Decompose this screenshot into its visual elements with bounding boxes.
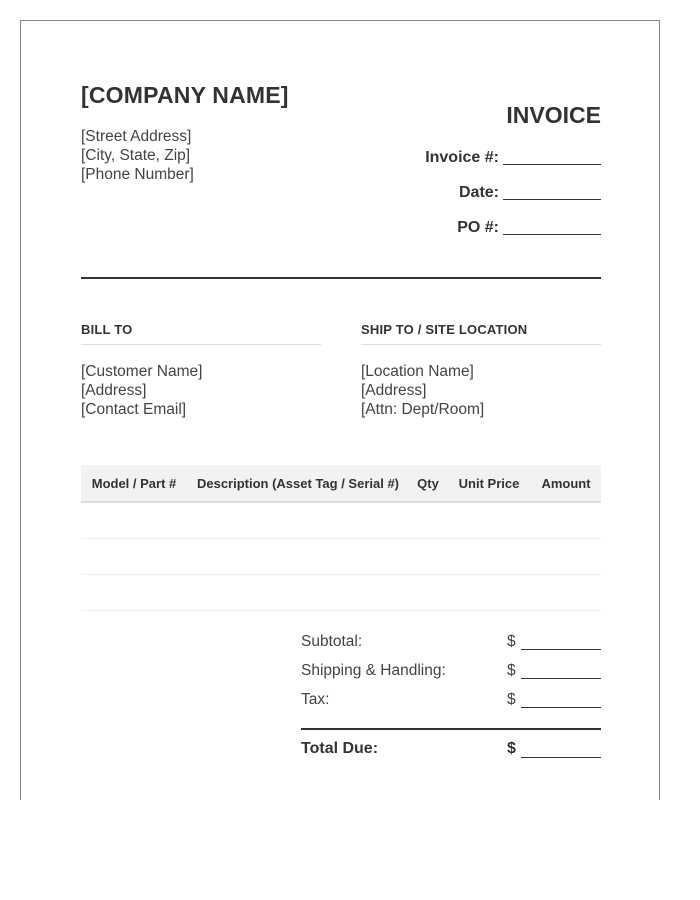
po-number-label: PO #:: [457, 219, 499, 236]
tax-label: Tax:: [301, 691, 330, 708]
ship-to-location-name: [Location Name]: [361, 363, 474, 380]
company-address-block: [81, 127, 194, 184]
shipping-label: Shipping & Handling:: [301, 662, 446, 679]
subtotal-label: Subtotal:: [301, 633, 363, 650]
invoice-number-label: Invoice #:: [425, 149, 499, 166]
table-cell[interactable]: [447, 539, 531, 575]
invoice-content: [81, 81, 601, 757]
invoice-sheet: [20, 20, 660, 800]
ship-to-address: [Address]: [361, 382, 427, 399]
tax-currency: $: [507, 691, 516, 708]
header-divider: [81, 277, 601, 279]
table-row: [81, 502, 601, 539]
table-cell[interactable]: [531, 539, 601, 575]
tax-field[interactable]: [521, 707, 601, 708]
shipping-field[interactable]: [521, 678, 601, 679]
bill-to-block: [81, 321, 321, 419]
column-header-amount: Amount: [531, 465, 601, 502]
invoice-number-row: [425, 149, 601, 184]
company-street: [Street Address]: [81, 128, 192, 145]
table-cell[interactable]: [531, 502, 601, 539]
shipping-row: [301, 662, 601, 691]
total-due-currency: $: [507, 740, 516, 757]
table-header-row: [81, 465, 601, 502]
invoice-date-row: [425, 184, 601, 219]
table-cell[interactable]: [409, 539, 447, 575]
shipping-currency: $: [507, 662, 516, 679]
totals-divider: [301, 728, 601, 730]
ship-to-attn: [Attn: Dept/Room]: [361, 401, 485, 418]
bill-to-lines: [81, 362, 321, 419]
po-number-field[interactable]: [503, 219, 601, 235]
ship-to-lines: [361, 362, 601, 419]
company-name: [COMPANY NAME]: [81, 82, 289, 108]
line-items-table: [81, 465, 601, 611]
table-cell[interactable]: [447, 575, 531, 611]
invoice-meta: [425, 149, 601, 254]
invoice-number-field[interactable]: [503, 149, 601, 165]
table-cell[interactable]: [187, 575, 409, 611]
total-due-label: Total Due:: [301, 740, 379, 757]
bill-to-address: [Address]: [81, 382, 147, 399]
table-cell[interactable]: [81, 575, 187, 611]
table-cell[interactable]: [187, 502, 409, 539]
invoice-date-field[interactable]: [503, 184, 601, 200]
subtotal-row: [301, 633, 601, 662]
invoice-header: [81, 81, 601, 277]
column-header-qty: Qty: [409, 465, 447, 502]
table-cell[interactable]: [187, 539, 409, 575]
invoice-date-label: Date:: [458, 184, 499, 201]
ship-to-block: [361, 321, 601, 419]
column-header-description: Description (Asset Tag / Serial #): [187, 465, 409, 502]
table-row: [81, 575, 601, 611]
bill-to-heading: BILL TO: [81, 321, 321, 345]
bill-to-contact-email: [Contact Email]: [81, 401, 187, 418]
invoice-title: INVOICE: [506, 102, 601, 128]
table-cell[interactable]: [447, 502, 531, 539]
company-phone: [Phone Number]: [81, 166, 194, 183]
subtotal-field[interactable]: [521, 649, 601, 650]
subtotal-currency: $: [507, 633, 516, 650]
column-header-unit-price: Unit Price: [447, 465, 531, 502]
totals-block: [301, 633, 601, 769]
total-due-field[interactable]: [521, 757, 601, 758]
table-cell[interactable]: [81, 502, 187, 539]
ship-to-heading: SHIP TO / SITE LOCATION: [361, 321, 601, 345]
address-section: [81, 321, 601, 421]
column-header-model: Model / Part #: [81, 465, 187, 502]
tax-row: [301, 691, 601, 720]
po-number-row: [425, 219, 601, 254]
table-cell[interactable]: [81, 539, 187, 575]
table-cell[interactable]: [409, 502, 447, 539]
company-city: [City, State, Zip]: [81, 147, 191, 164]
bill-to-customer-name: [Customer Name]: [81, 363, 203, 380]
table-row: [81, 539, 601, 575]
total-due-row: [301, 740, 601, 769]
table-cell[interactable]: [409, 575, 447, 611]
table-cell[interactable]: [531, 575, 601, 611]
